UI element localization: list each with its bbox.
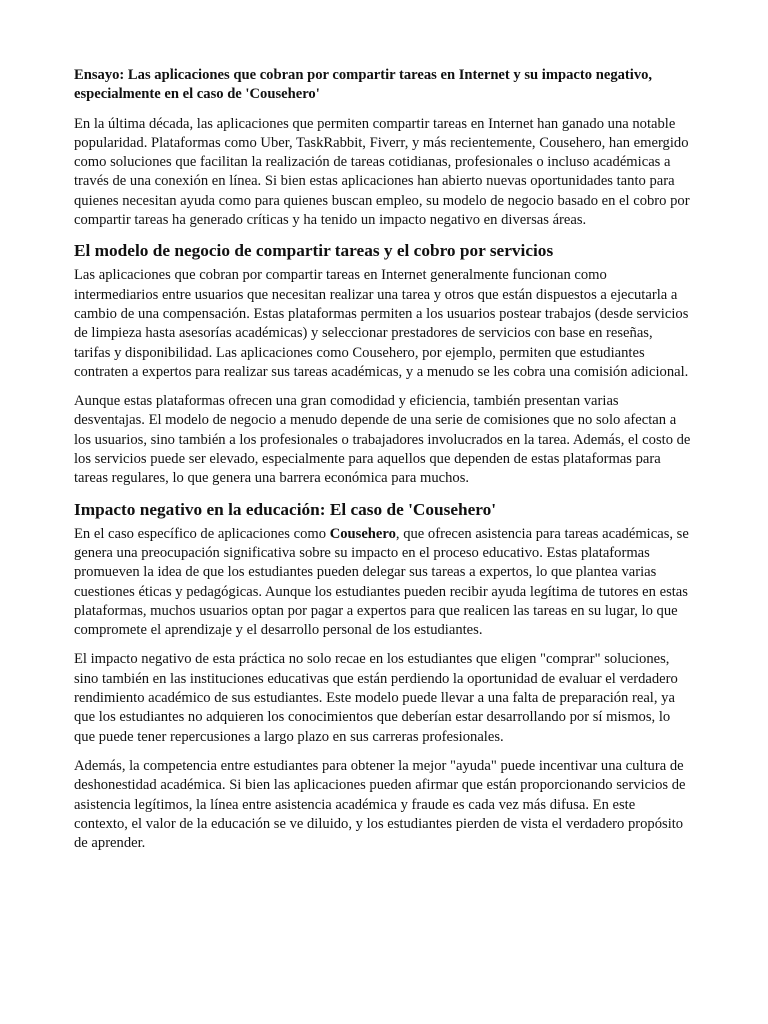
paragraph-text-start: En el caso específico de aplicaciones como (74, 525, 330, 542)
document-page (74, 66, 692, 863)
section-heading-business-model: El modelo de negocio de compartir tareas y el cobro por servicios (74, 241, 554, 261)
education-impact-paragraph-2: El impacto negativo de esta práctica no solo recae en los estudiantes que eligen "comprar" soluciones, sino también en las instituciones educativas que están perdiendo la oportunidad de evaluar el verdadero rendimiento académico de sus estudiantes. Este modelo puede llevar a una falta de preparación real, ya que los estudiantes no adquieren los conocimientos que deberían estar desarrollando por sí mismos, lo que puede tener repercusiones a largo plazo en sus carreras profesionales. (74, 651, 678, 745)
essay-title: Ensayo: Las aplicaciones que cobran por compartir tareas en Internet y su impacto negativo, especialmente en el caso de 'Cousehero' (74, 67, 653, 103)
section-heading-education-impact: Impacto negativo en la educación: El caso de 'Cousehero' (74, 499, 497, 519)
education-impact-paragraph-3: Además, la competencia entre estudiantes para obtener la mejor "ayuda" puede incentivar una cultura de deshonestidad académica. Si bien las aplicaciones pueden afirmar que están proporcionando servicios de asistencia legítimos, la línea entre asistencia académica y fraude es cada vez más difusa. En este contexto, el valor de la educación se ve diluido, y los estudiantes pierden de vista el verdadero propósito de aprender. (74, 757, 686, 852)
paragraph-text-end: , que ofrecen asistencia para tareas académicas, se genera una preocupación significativa sobre su impacto en el proceso educativo. Estas plataformas promueven la idea de que los estudiantes pueden delegar sus tareas a expertos, lo que plantea varias cuestiones éticas y pedagógicas. Aunque los estudiantes pueden recibir ayuda legítima de tutores en estas plataformas, muchos usuarios optan por pagar a expertos para que realicen las tareas en su lugar, lo que compromete el aprendizaje y el desarrollo personal de los estudiantes. (74, 525, 689, 639)
cousehero-bold-term: Cousehero (329, 525, 396, 542)
business-model-paragraph-2: Aunque estas plataformas ofrecen una gran comodidad y eficiencia, también presentan varias desventajas. El modelo de negocio a menudo depende de una serie de comisiones que no solo afectan a los usuarios, sino también a los profesionales o trabajadores involucrados en la tarea. Además, el costo de los servicios puede ser elevado, especialmente para aquellos que dependen de estas plataformas para tareas regulares, lo que genera una barrera económica para muchos. (74, 393, 691, 487)
education-impact-paragraph-1 (74, 525, 692, 641)
business-model-paragraph-1: Las aplicaciones que cobran por compartir tareas en Internet generalmente funcionan como intermediarios entre usuarios que necesitan realizar una tarea y otros que están dispuestos a ejecutarla a cambio de una compensación. Estas plataformas permiten a los usuarios postear trabajos (desde servicios de limpieza hasta asesorías académicas) y seleccionar prestadores de servicios con base en reseñas, tarifas y disponibilidad. Las aplicaciones como Cousehero, por ejemplo, permiten que estudiantes contraten a expertos para realizar sus tareas académicas, y a menudo se les cobra una comisión adicional. (74, 267, 689, 380)
intro-paragraph: En la última década, las aplicaciones que permiten compartir tareas en Internet han ganado una notable popularidad. Plataformas como Uber, TaskRabbit, Fiverr, y más recientemente, Cousehero, han emergido como soluciones que facilitan la realización de tareas cotidianas, profesionales o incluso académicas a través de una conexión en línea. Si bien estas aplicaciones han abierto nuevas oportunidades tanto para quienes necesitan ayuda como para quienes buscan empleo, su modelo de negocio basado en el cobro por compartir tareas ha generado críticas y ha tenido un impacto negativo en diversas áreas. (74, 115, 690, 229)
